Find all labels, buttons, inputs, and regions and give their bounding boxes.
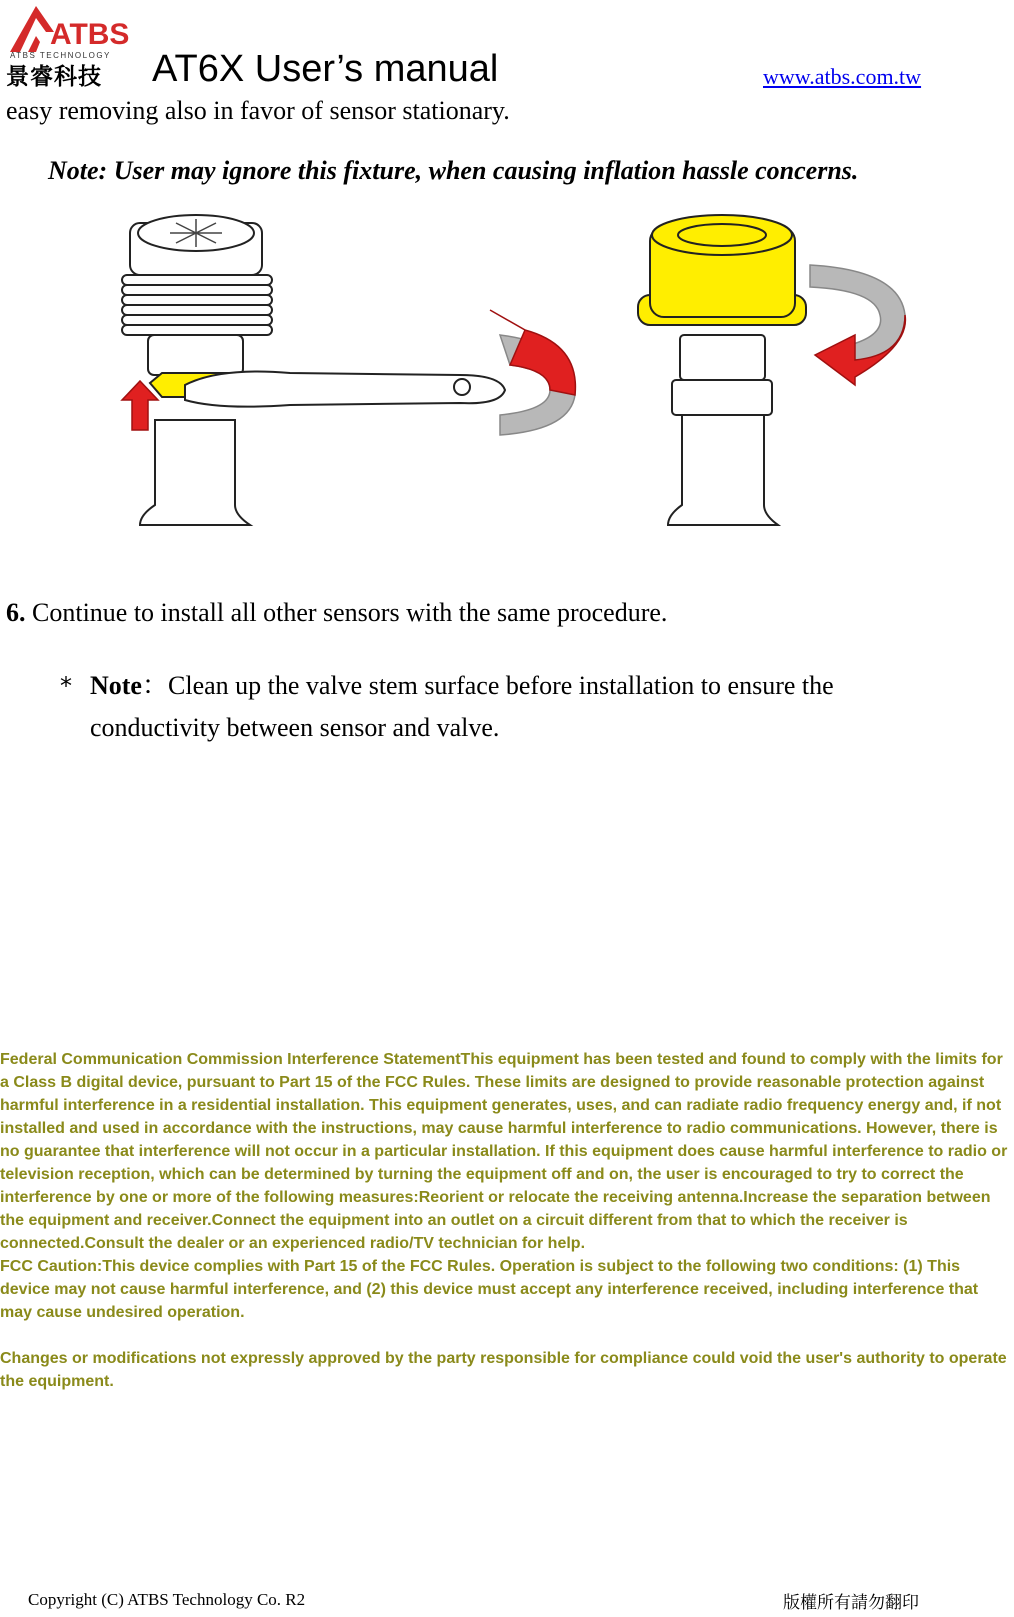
website-link[interactable]: www.atbs.com.tw: [763, 64, 922, 89]
fixture-note: Note: User may ignore this fixture, when causing inflation hassle concerns.: [48, 156, 859, 185]
logo-text: ATBS: [50, 18, 130, 51]
valve-stem-right: [668, 415, 778, 525]
sensor-body-left: [148, 335, 243, 375]
logo-chinese-name: 景睿科技: [6, 64, 102, 90]
step-6-number: 6.: [6, 598, 26, 627]
fcc-caution: FCC Caution:This device complies with Part 15 of the FCC Rules. Operation is subject to the following two conditions: (1) This device may not cause harmful interference, and (2) this device must accept any interference received, including interference that may cause undesired operation.: [0, 1258, 979, 1321]
asterisk-icon: *: [60, 672, 72, 700]
left-valve-assembly: [122, 215, 505, 525]
note-content: [90, 665, 950, 749]
sensor-body-right: [680, 335, 765, 380]
note-label: Note: [90, 671, 142, 700]
right-valve-assembly: [638, 215, 806, 525]
copyright-notice: Copyright (C) ATBS Technology Co. R2: [28, 1590, 306, 1609]
fcc-interference-statement: Federal Communication Commission Interference StatementThis equipment has been tested and found to comply with the limits for a Class B digital device, pursuant to Part 15 of the FCC Rules. These limits are designed to provide reasonable protection against harmful interference in a residential installation. This equipment generates, uses, and can radiate radio frequency energy and, if not installed and used in accordance with the instructions, may cause harmful interference to radio communications. However, there is no guarantee that interference will not occur in a particular installation. If this equipment does cause harmful interference to radio or television reception, which can be determined by turning the equipment off and on, the user is encouraged to try to correct the interference by one or more of the following measures:Reorient or relocate the receiving antenna.Increase the separation between the equipment and receiver.Connect the equipment into an outlet on a circuit different from that to which the receiver is connected.Consult the dealer or an experienced radio/TV technician for help.: [0, 1051, 1008, 1252]
thread-rings-left: [122, 275, 272, 335]
fcc-statement: [0, 1048, 1014, 1393]
note-body: Clean up the valve stem surface before installation to ensure the conductivity between sensor and valve.: [90, 671, 834, 742]
chinese-copyright-notice: 版權所有請勿翻印: [783, 1593, 919, 1613]
rotate-arrow-right: [810, 265, 905, 385]
hex-nut-right: [672, 380, 772, 415]
note-separator: ：: [141, 671, 168, 700]
valve-stem-left: [140, 420, 250, 525]
document-title: AT6X User’s manual: [152, 48, 499, 90]
sensor-installation-illustration: [110, 205, 960, 545]
up-arrow: [122, 381, 158, 430]
step-6: [6, 598, 667, 628]
logo-subtitle: ATBS TECHNOLOGY: [10, 51, 111, 60]
fcc-modifications-warning: Changes or modifications not expressly approved by the party responsible for compliance could void the user's authority to operate the equipment.: [0, 1350, 1007, 1390]
continued-paragraph: easy removing also in favor of sensor stationary.: [6, 96, 510, 125]
rotate-arrow-left: [490, 310, 575, 435]
step-6-text: Continue to install all other sensors with the same procedure.: [25, 598, 668, 627]
